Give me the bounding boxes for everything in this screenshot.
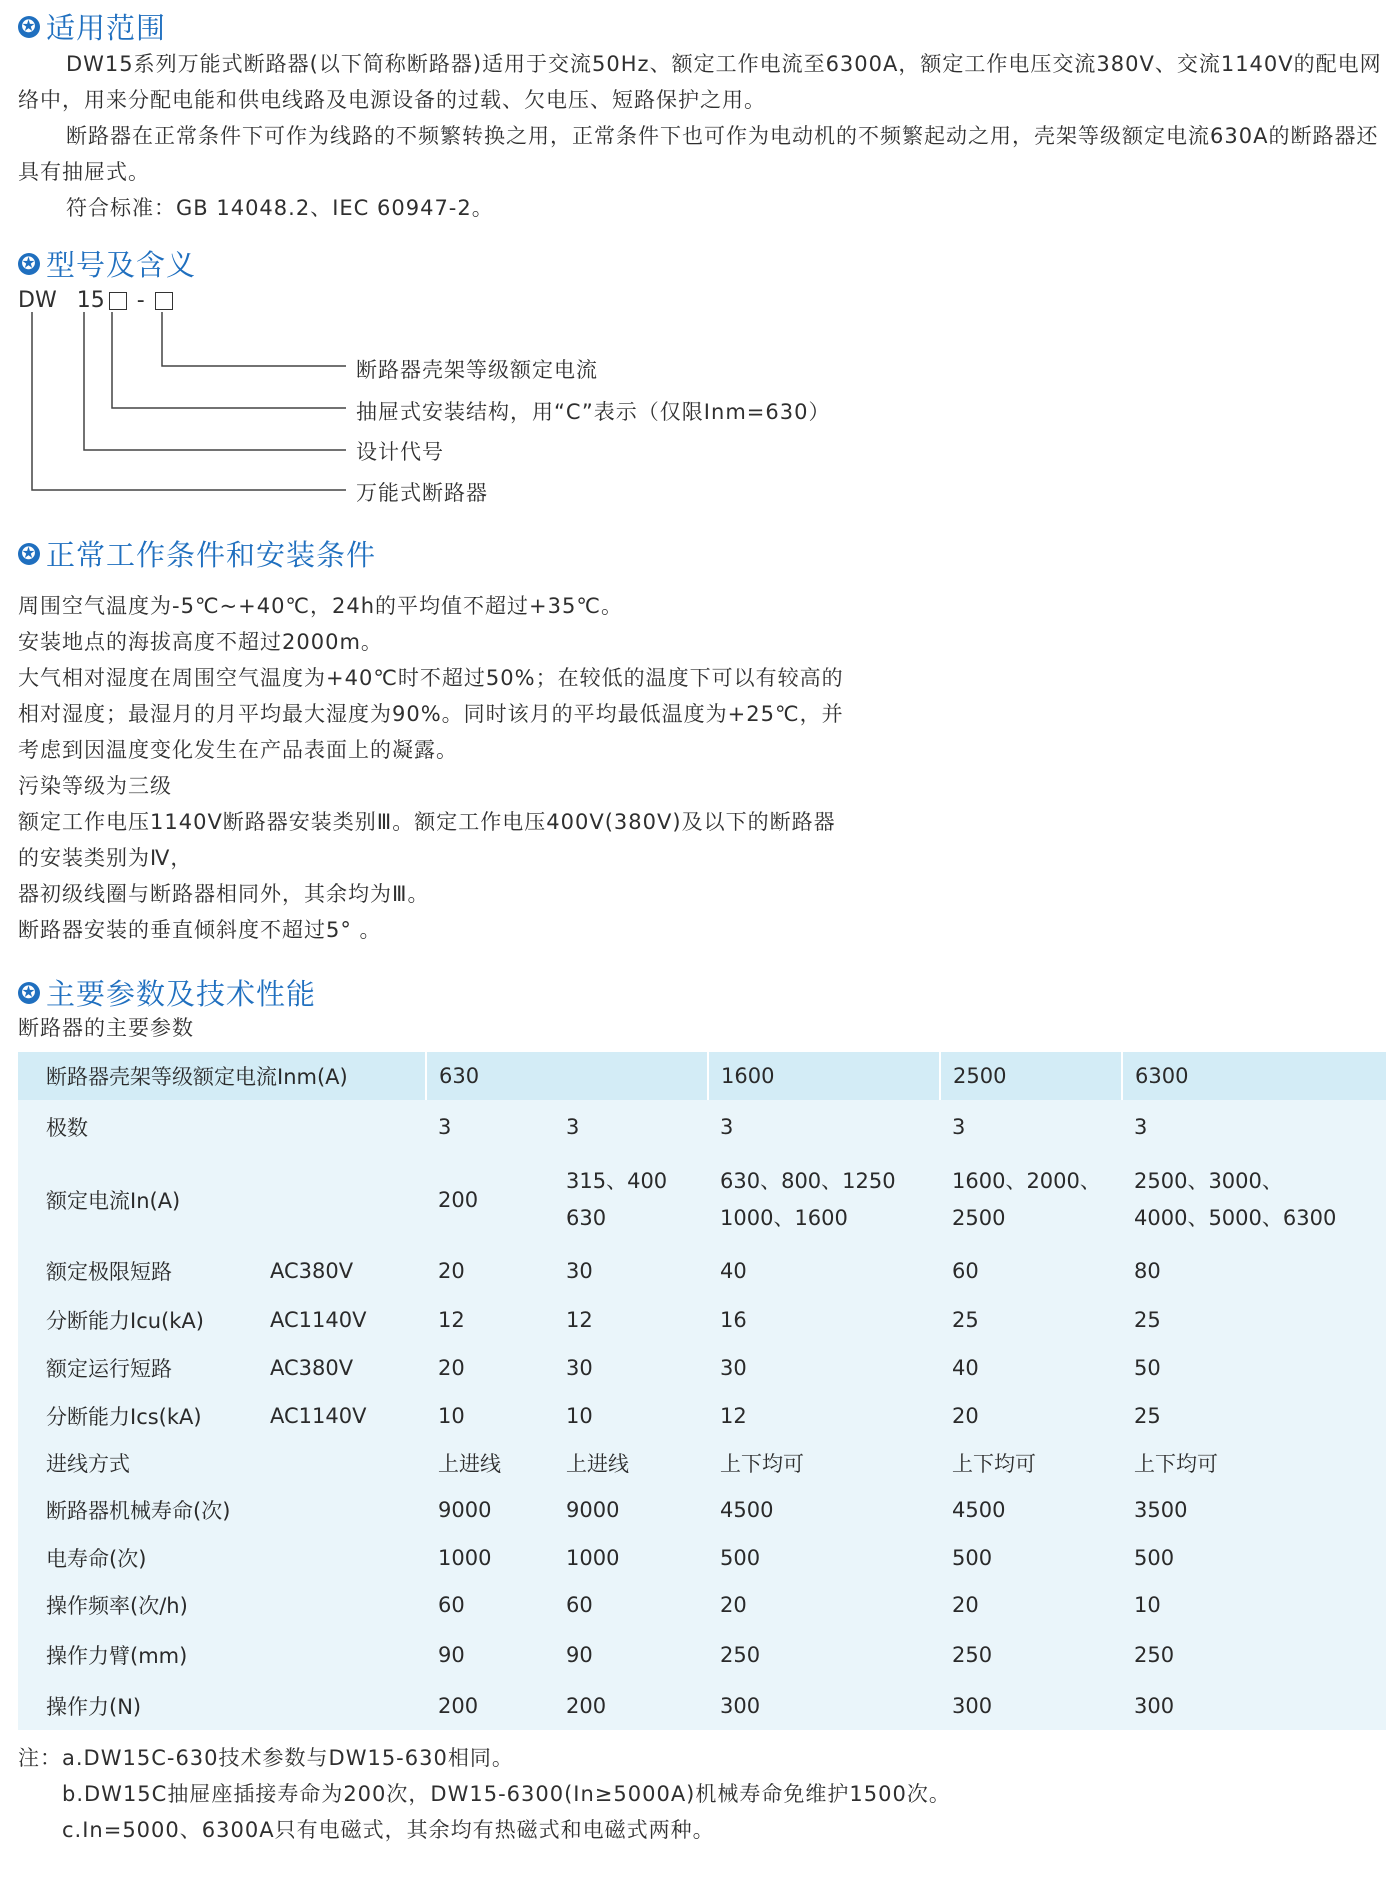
condition-line: 的安装类别为Ⅳ， — [18, 846, 193, 870]
scope-p1: DW15系列万能式断路器(以下简称断路器)适用于交流50Hz、额定工作电流至6300A，额定工作电压交流380V、交流1140V的配电网络中，用来分配电能和供电线路及电源设备的过载、欠电压、短路保护之用。 — [18, 52, 1382, 112]
table-row: 分断能力Icu(kA) AC1140V 12 12 16 25 25 — [18, 1296, 1386, 1344]
table-row: 极数 3 3 3 3 3 — [18, 1100, 1386, 1154]
star-icon: ✪ — [18, 16, 40, 38]
condition-line: 断路器安装的垂直倾斜度不超过5° 。 — [18, 918, 382, 942]
legend-design-code: 设计代号 — [356, 440, 444, 464]
note-b: b.DW15C抽屉座插接寿命为200次，DW15-6300(In≥5000A)机械寿命免维护1500次。 — [62, 1782, 951, 1806]
note-a: 注：a.DW15C-630技术参数与DW15-630相同。 — [18, 1746, 514, 1770]
condition-line: 污染等级为三级 — [18, 774, 172, 798]
note-c: c.In=5000、6300A只有电磁式，其余均有热磁式和电磁式两种。 — [62, 1818, 715, 1842]
condition-line: 大气相对湿度在周围空气温度为+40℃时不超过50%；在较低的温度下可以有较高的 — [18, 666, 844, 690]
table-row: 操作力臂(mm) 90 90 250 250 250 — [18, 1628, 1386, 1682]
star-icon: ✪ — [18, 543, 40, 565]
table-row: 额定运行短路 AC380V 20 30 30 40 50 — [18, 1344, 1386, 1392]
table-row: 断路器机械寿命(次) 9000 9000 4500 4500 3500 — [18, 1486, 1386, 1534]
star-icon: ✪ — [18, 253, 40, 275]
table-row: 进线方式 上进线 上进线 上下均可 上下均可 上下均可 — [18, 1440, 1386, 1486]
star-icon: ✪ — [18, 982, 40, 1004]
section-title-model: ✪ 型号及含义 — [18, 243, 196, 284]
condition-line: 相对湿度；最湿月的月平均最大湿度为90%。同时该月的平均最低温度为+25℃，并 — [18, 702, 844, 726]
section-title-conditions: ✪ 正常工作条件和安装条件 — [18, 533, 376, 574]
condition-line: 考虑到因温度变化发生在产品表面上的凝露。 — [18, 738, 458, 762]
model-bracket-lines — [0, 0, 400, 520]
legend-universal-breaker: 万能式断路器 — [356, 481, 488, 505]
legend-rated-current: 断路器壳架等级额定电流 — [356, 358, 598, 382]
table-row: 额定极限短路 AC380V 20 30 40 60 80 — [18, 1246, 1386, 1296]
scope-p2: 断路器在正常条件下可作为线路的不频繁转换之用，正常条件下也可作为电动机的不频繁起动之用，壳架等级额定电流630A的断路器还具有抽屉式。 — [18, 124, 1379, 184]
table-notes — [18, 1740, 951, 1848]
condition-line: 器初级线圈与断路器相同外，其余均为Ⅲ。 — [18, 882, 430, 906]
table-header-row: 断路器壳架等级额定电流Inm(A) 630 1600 2500 6300 — [18, 1052, 1386, 1100]
condition-line: 安装地点的海拔高度不超过2000m。 — [18, 630, 383, 654]
model-code: DW 15 - — [18, 288, 177, 313]
table-row: 额定电流In(A) 200 315、400 630 630、800、1250 1000、1600 1600、2000、 2500 2500、3000、 4000、5000、6300 — [18, 1154, 1386, 1246]
legend-drawer-type: 抽屉式安装结构，用“C”表示（仅限Inm=630） — [356, 400, 831, 424]
section-title-parameters: ✪ 主要参数及技术性能 — [18, 972, 316, 1013]
table-row: 操作频率(次/h) 60 60 20 20 10 — [18, 1582, 1386, 1628]
table-caption: 断路器的主要参数 — [18, 1016, 194, 1040]
parameter-table — [18, 1052, 1386, 1730]
section-title-scope: ✪ 适用范围 — [18, 6, 166, 47]
table-row: 分断能力Ics(kA) AC1140V 10 10 12 20 25 — [18, 1392, 1386, 1440]
scope-p3: 符合标准：GB 14048.2、IEC 60947-2。 — [66, 196, 494, 220]
condition-line: 周围空气温度为-5℃~+40℃，24h的平均值不超过+35℃。 — [18, 594, 623, 618]
condition-line: 额定工作电压1140V断路器安装类别Ⅲ。额定工作电压400V(380V)及以下的断路器 — [18, 810, 836, 834]
table-row: 操作力(N) 200 200 300 300 300 — [18, 1682, 1386, 1730]
table-row: 电寿命(次) 1000 1000 500 500 500 — [18, 1534, 1386, 1582]
